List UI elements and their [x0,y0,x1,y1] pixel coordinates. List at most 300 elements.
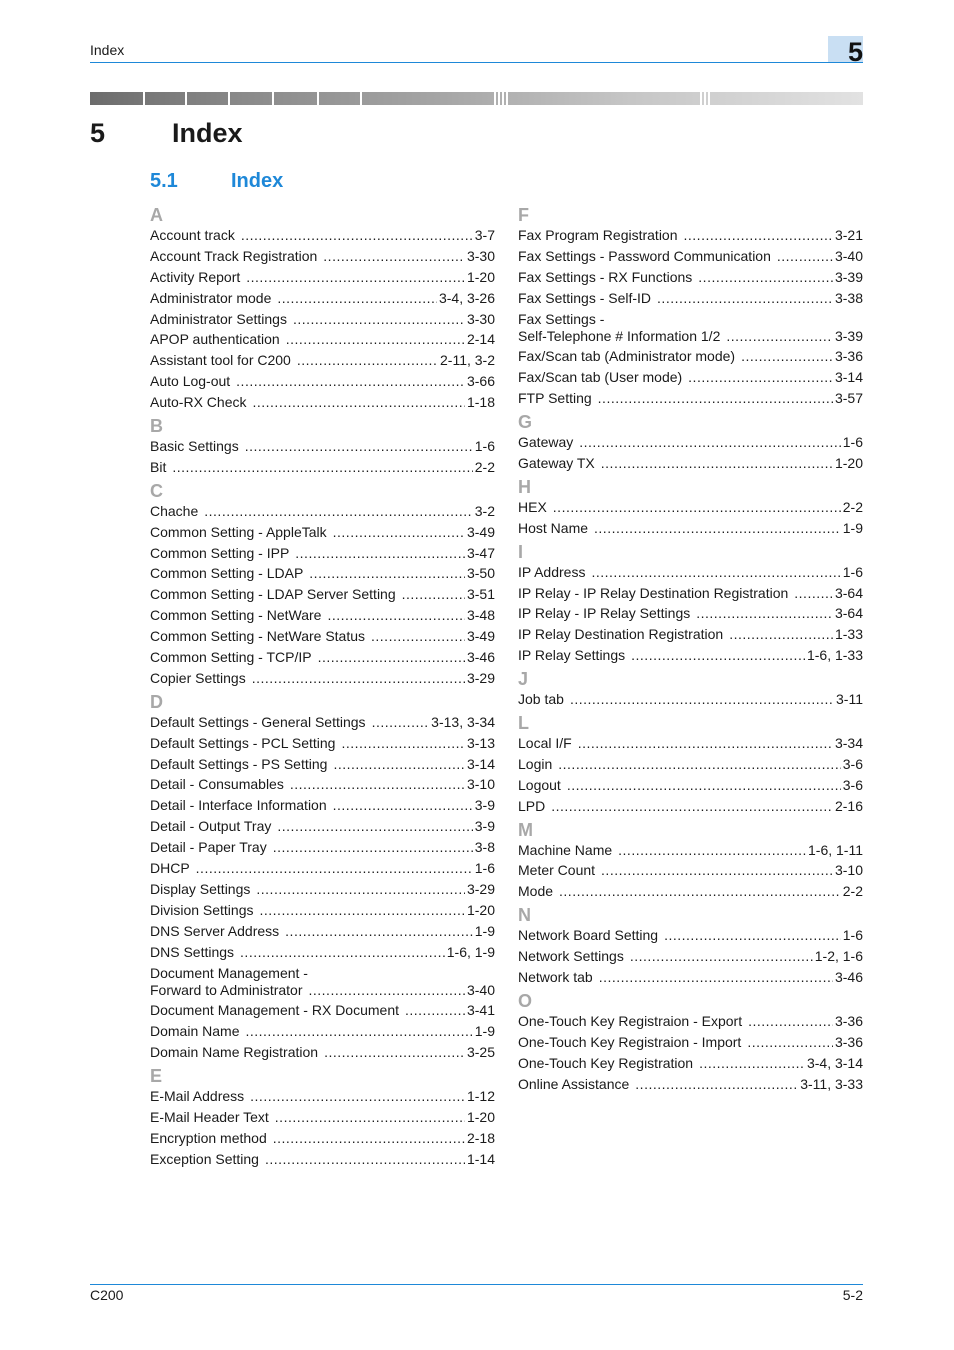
index-group [518,990,863,1093]
dot-leader [598,390,833,407]
dot-leader [635,1076,798,1093]
index-entry-text: Bit [150,458,167,475]
dot-leader [252,394,464,411]
index-entry-text: Detail - Paper Tray [150,839,267,856]
index-entry-text: Common Setting - LDAP [150,565,304,582]
index-entry-page[interactable]: 3-51 [466,586,495,603]
index-entry[interactable] [518,434,863,451]
index-entry[interactable] [150,524,495,541]
index-entry-text: Chache [150,502,199,519]
dot-leader [591,564,840,581]
index-letter: M [518,819,533,840]
index-entry-page[interactable]: 3-49 [466,523,495,540]
chapter-title: Index [172,118,243,148]
index-group [518,204,863,407]
index-entry-text: Local I/F [518,735,572,752]
index-entry-text: Detail - Interface Information [150,797,327,814]
index-letter: J [518,669,529,690]
index-entry-page[interactable]: 1-6 [474,860,495,877]
dot-leader [196,860,473,877]
index-entry-text: Login [518,755,553,772]
index-entry[interactable] [150,459,495,476]
index-entry-text: One-Touch Key Registration [518,1054,694,1071]
index-group [518,904,863,986]
index-entry-page[interactable]: 2-14 [466,331,495,348]
dot-leader [309,565,465,582]
index-entry-page[interactable]: 3-30 [466,310,495,327]
index-entry-text: Fax Program Registration [518,227,678,243]
index-entry[interactable] [150,290,495,307]
dot-leader [273,839,473,856]
index-entry-page[interactable]: 3-64 [834,605,863,622]
index-entry-text: Auto Log-out [150,373,231,390]
dot-leader [246,269,465,286]
index-entry-page[interactable]: 1-6, 1-9 [446,943,495,960]
index-entry-page[interactable]: 3-34 [834,735,863,752]
index-entry-text: HEX [518,498,547,515]
index-entry[interactable] [150,503,495,520]
dot-leader [696,605,833,622]
index-entry[interactable] [518,585,863,602]
decorative-bar [90,92,863,105]
index-entry-page[interactable]: 3-21 [834,227,863,243]
index-entry[interactable] [150,818,495,835]
index-entry-text: Administrator mode [150,289,272,306]
index-column-left [150,204,495,1172]
index-letter: B [150,416,163,437]
index-entry-page[interactable]: 3-36 [834,1012,863,1029]
index-entry-page[interactable]: 1-9 [474,1023,495,1040]
index-entry-page[interactable]: 1-6, 1-33 [806,647,863,664]
index-entry-page[interactable]: 3-9 [474,797,495,814]
index-entry-page[interactable]: 1-20 [834,455,863,472]
index-entry-page[interactable]: 1-6 [842,434,863,451]
dot-leader [657,290,833,307]
index-entry-page[interactable]: 1-20 [466,268,495,285]
index-group [518,712,863,815]
index-entry-page[interactable]: 1-12 [466,1088,495,1105]
index-entry-text: Assistant tool for C200 [150,352,291,369]
index-entry[interactable] [150,248,495,265]
dot-leader [698,269,833,286]
index-entry-page[interactable]: 3-57 [834,390,863,407]
index-entry-text: Common Setting - TCP/IP [150,649,312,666]
index-entry-text: Activity Report [150,268,241,285]
dot-leader [726,328,833,345]
index-entry[interactable] [150,1088,495,1105]
index-entry-page[interactable]: 3-40 [466,981,495,998]
index-entry[interactable] [150,735,495,752]
index-entry[interactable] [150,839,495,856]
index-entry-page[interactable]: 2-2 [842,883,863,900]
index-entry[interactable] [518,756,863,773]
index-letter: D [150,691,163,712]
index-entry[interactable] [150,797,495,814]
dot-leader [290,776,465,793]
chapter-number: 5 [90,118,106,148]
index-entry-continuation [150,982,495,999]
index-entry-text: Common Setting - NetWare Status [150,628,366,645]
index-entry[interactable] [150,227,495,244]
dot-leader [323,248,465,265]
index-entry-page[interactable]: 3-46 [466,649,495,666]
index-entry-text: Basic Settings [150,438,239,455]
index-entry-page[interactable]: 2-11, 3-2 [440,352,495,369]
index-group [150,1065,495,1168]
index-entry-text: Gateway [518,434,574,451]
index-letter: N [518,905,531,926]
index-entry[interactable] [518,798,863,815]
index-entry-page[interactable]: 1-33 [834,626,863,643]
index-entry-page[interactable]: 3-8 [474,839,495,856]
index-entry-text: Common Setting - IPP [150,544,290,561]
dot-leader [599,969,833,986]
index-entry[interactable] [150,1109,495,1126]
index-entry-page[interactable]: 1-2, 1-6 [814,948,863,965]
index-entry-page[interactable]: 1-9 [474,922,495,939]
index-entry-page[interactable]: 3-29 [466,669,495,686]
index-entry-page[interactable]: 3-30 [466,247,495,264]
dot-leader [265,1151,465,1168]
index-column-right [518,204,863,1097]
index-entry[interactable] [518,626,863,643]
index-entry[interactable] [150,331,495,348]
index-entry-page[interactable]: 1-9 [842,519,863,536]
index-entry[interactable] [518,564,863,581]
index-group [518,541,863,665]
index-entry-page[interactable]: 3-64 [834,584,863,601]
index-entry-text: Fax Settings - RX Functions [518,268,693,285]
index-entry-page[interactable]: 2-16 [834,797,863,814]
index-group [150,480,495,687]
dot-leader [285,923,473,940]
index-group [518,819,863,901]
index-entry-page[interactable]: 3-14 [834,369,863,386]
dot-leader [236,373,465,390]
dot-leader [688,369,833,386]
index-entry-page[interactable]: 3-49 [466,628,495,645]
index-entry-text: Detail - Consumables [150,776,284,793]
index-entry-text: IP Relay Destination Registration [518,626,724,643]
index-entry[interactable] [518,1034,863,1051]
index-entry-text: Domain Name Registration [150,1044,319,1061]
index-entry[interactable] [150,438,495,455]
dot-leader [324,1044,465,1061]
index-entry-text: Copier Settings [150,669,246,686]
footer-model: C200 [90,1287,124,1303]
index-entry[interactable] [150,670,495,687]
dot-leader [747,1034,833,1051]
index-entry-text: Default Settings - PS Setting [150,755,328,772]
index-entry-text: Gateway TX [518,455,595,472]
dot-leader [333,524,465,541]
dot-leader [245,1023,472,1040]
dot-leader [699,1055,805,1072]
dot-leader [277,290,437,307]
dot-leader [558,756,841,773]
index-entry[interactable] [518,369,863,386]
index-entry-text: Fax/Scan tab (User mode) [518,369,683,386]
index-entry[interactable] [518,842,863,859]
index-entry-text: DNS Server Address [150,922,280,939]
index-entry-text: Network Board Setting [518,927,659,944]
dot-leader [273,1130,465,1147]
index-entry[interactable] [150,714,495,731]
index-entry[interactable] [150,352,495,369]
index-entry[interactable] [150,586,495,603]
index-entry[interactable] [150,373,495,390]
dot-leader [570,691,834,708]
index-entry-text: LPD [518,797,546,814]
dot-leader [578,735,833,752]
index-entry[interactable] [518,883,863,900]
index-entry-page[interactable]: 3-36 [834,1033,863,1050]
index-entry[interactable] [150,394,495,411]
index-group [518,476,863,537]
index-entry-page[interactable]: 3-11 [836,691,863,708]
index-entry[interactable] [518,948,863,965]
index-entry-text: Common Setting - NetWare [150,607,322,624]
index-entry-text: IP Relay - IP Relay Settings [518,605,691,622]
index-entry-text: Meter Count [518,862,596,879]
running-header-label: Index [90,42,125,58]
index-entry-page[interactable]: 3-41 [466,1002,495,1019]
index-entry-page[interactable]: 1-6 [474,438,495,455]
index-entry[interactable] [150,965,495,999]
index-entry-page[interactable]: 3-25 [466,1044,495,1061]
index-entry-text: Host Name [518,519,589,536]
index-entry[interactable] [150,269,495,286]
index-entry[interactable] [150,902,495,919]
index-entry[interactable] [518,862,863,879]
index-entry[interactable] [150,1002,495,1019]
index-group [150,691,495,1061]
dot-leader [241,227,473,244]
index-entry[interactable] [518,927,863,944]
index-entry-page[interactable]: 3-6 [842,776,863,793]
index-entry[interactable] [518,499,863,516]
index-entry-page[interactable]: 1-14 [466,1150,495,1167]
footer-page-number: 5-2 [842,1287,863,1303]
index-entry-text: IP Address [518,563,586,580]
index-entry-page[interactable]: 1-6 [842,563,863,580]
dot-leader [579,434,841,451]
index-letter: C [150,480,163,501]
index-entry-page[interactable]: 1-20 [466,901,495,918]
index-letter: F [518,205,529,225]
dot-leader [333,797,473,814]
dot-leader [240,944,445,961]
index-entry-page[interactable]: 1-20 [466,1108,495,1125]
index-entry[interactable] [518,1076,863,1093]
index-entry[interactable] [150,776,495,793]
index-entry-page[interactable]: 3-48 [466,607,495,624]
index-entry[interactable] [518,605,863,622]
index-entry[interactable] [150,1023,495,1040]
index-entry-text: IP Relay - IP Relay Destination Registration [518,584,789,601]
index-entry-page[interactable]: 1-18 [466,394,495,411]
index-entry-text: Default Settings - General Settings [150,713,366,730]
index-entry[interactable] [150,860,495,877]
index-entry-text: Logout [518,776,561,793]
index-letter: A [150,205,163,225]
dot-leader [559,883,841,900]
index-entry[interactable] [518,455,863,472]
index-entry[interactable] [150,628,495,645]
index-entry[interactable] [150,545,495,562]
index-letter: G [518,412,533,433]
index-entry-page[interactable]: 2-2 [474,458,495,475]
index-entry-page[interactable]: 3-50 [466,565,495,582]
section-number: 5.1 [150,170,178,192]
index-entry[interactable] [518,390,863,407]
index-entry[interactable] [150,1151,495,1168]
dot-leader [250,1088,465,1105]
index-entry[interactable] [518,227,863,244]
index-entry-page[interactable]: 3-29 [466,880,495,897]
index-entry[interactable] [518,269,863,286]
index-entry-text: Display Settings [150,880,251,897]
index-entry[interactable] [518,969,863,986]
index-entry-text: Encryption method [150,1129,267,1146]
index-entry-page[interactable]: 3-10 [466,776,495,793]
dot-leader [245,438,473,455]
index-entry-text: Network tab [518,969,593,986]
index-entry-text: Online Assistance [518,1075,630,1092]
index-entry-text-cont: Self-Telephone # Information 1/2 [518,327,721,344]
index-entry[interactable] [150,607,495,624]
index-entry-text: Common Setting - AppleTalk [150,523,327,540]
section-title: Index [231,170,284,192]
dot-leader [286,331,465,348]
index-entry-page[interactable]: 3-14 [466,755,495,772]
index-entry[interactable] [150,649,495,666]
index-entry-text: IP Relay Settings [518,647,626,664]
index-group [518,411,863,472]
dot-leader [275,1109,465,1126]
index-entry-page[interactable]: 1-6 [842,927,863,944]
dot-leader [293,311,465,328]
index-entry-page[interactable]: 3-39 [834,268,863,285]
index-entry-page[interactable]: 2-2 [842,498,863,515]
index-entry-page[interactable]: 3-46 [834,969,863,986]
footer-rule [90,1284,863,1285]
index-entry-text: Administrator Settings [150,310,287,327]
index-entry-page[interactable]: 3-4, 3-26 [438,289,495,306]
index-entry[interactable] [150,1044,495,1061]
index-entry[interactable] [150,565,495,582]
index-group [518,668,863,708]
index-entry-text: Fax/Scan tab (Administrator mode) [518,348,736,365]
index-entry-page[interactable]: 3-9 [474,818,495,835]
dot-leader [341,735,465,752]
index-entry[interactable] [518,520,863,537]
index-entry[interactable] [150,881,495,898]
index-entry-page[interactable]: 3-38 [834,289,863,306]
index-letter: L [518,713,529,734]
index-entry[interactable] [518,311,863,345]
dot-leader [729,626,833,643]
dot-leader [405,1002,465,1019]
index-entry-page[interactable]: 3-47 [466,544,495,561]
dot-leader [553,499,841,516]
index-entry[interactable] [150,311,495,328]
dot-leader [252,670,465,687]
index-entry-text: DHCP [150,860,190,877]
index-entry-text: Detail - Output Tray [150,818,272,835]
dot-leader [664,927,841,944]
index-entry[interactable] [518,348,863,365]
index-entry[interactable] [150,756,495,773]
dot-leader [260,902,465,919]
index-entry[interactable] [150,923,495,940]
header-rule [90,62,863,63]
index-entry-text: Mode [518,883,554,900]
index-entry-page[interactable]: 3-13 [466,734,495,751]
dot-leader [594,520,841,537]
dot-leader [372,714,430,731]
index-entry-page[interactable]: 3-36 [834,348,863,365]
index-entry[interactable] [150,944,495,961]
index-entry-text: Document Management - [150,964,308,981]
index-entry[interactable] [518,1013,863,1030]
index-entry[interactable] [518,647,863,664]
index-entry-page[interactable]: 3-11, 3-33 [800,1075,863,1092]
index-entry-page[interactable]: 3-39 [834,327,863,344]
index-entry[interactable] [150,1130,495,1147]
index-entry[interactable] [518,691,863,708]
index-letter: O [518,990,533,1011]
index-entry[interactable] [518,1055,863,1072]
index-entry-text: Account track [150,227,235,243]
index-entry-page[interactable]: 3-13, 3-34 [431,713,495,730]
index-entry-text: Exception Setting [150,1150,259,1167]
header-chapter-number: 5 [847,37,863,67]
index-entry-page[interactable]: 3-2 [474,502,495,519]
index-entry-text: One-Touch Key Registraion - Export [518,1012,743,1029]
index-entry-page[interactable]: 3-7 [474,227,495,243]
index-entry-text: Account Track Registration [150,247,318,264]
index-entry-text: Job tab [518,691,564,708]
index-entry-text: DNS Settings [150,943,235,960]
index-entry-page[interactable]: 3-6 [842,755,863,772]
index-entry-text: FTP Setting [518,390,592,407]
index-entry-page[interactable]: 3-40 [834,247,863,264]
index-entry-page[interactable]: 3-66 [466,373,495,390]
index-entry-page[interactable]: 1-6, 1-11 [808,841,863,858]
dot-leader [277,818,472,835]
index-entry-page[interactable]: 3-10 [834,862,863,879]
dot-leader [297,352,438,369]
index-letter: H [518,476,531,497]
index-entry-text: Fax Settings - [518,310,605,327]
dot-leader [318,649,465,666]
index-letter: I [518,541,524,562]
index-entry[interactable] [518,248,863,265]
index-entry[interactable] [518,777,863,794]
index-entry-text: Default Settings - PCL Setting [150,734,336,751]
index-entry-page[interactable]: 2-18 [466,1129,495,1146]
index-entry[interactable] [518,290,863,307]
dot-leader [684,227,833,244]
index-entry-text: Network Settings [518,948,624,965]
index-entry-text: Domain Name [150,1023,240,1040]
index-entry-page[interactable]: 3-4, 3-14 [806,1054,863,1071]
index-entry-text: Common Setting - LDAP Server Setting [150,586,396,603]
index-entry[interactable] [518,735,863,752]
dot-leader [172,459,472,476]
index-group [150,415,495,476]
